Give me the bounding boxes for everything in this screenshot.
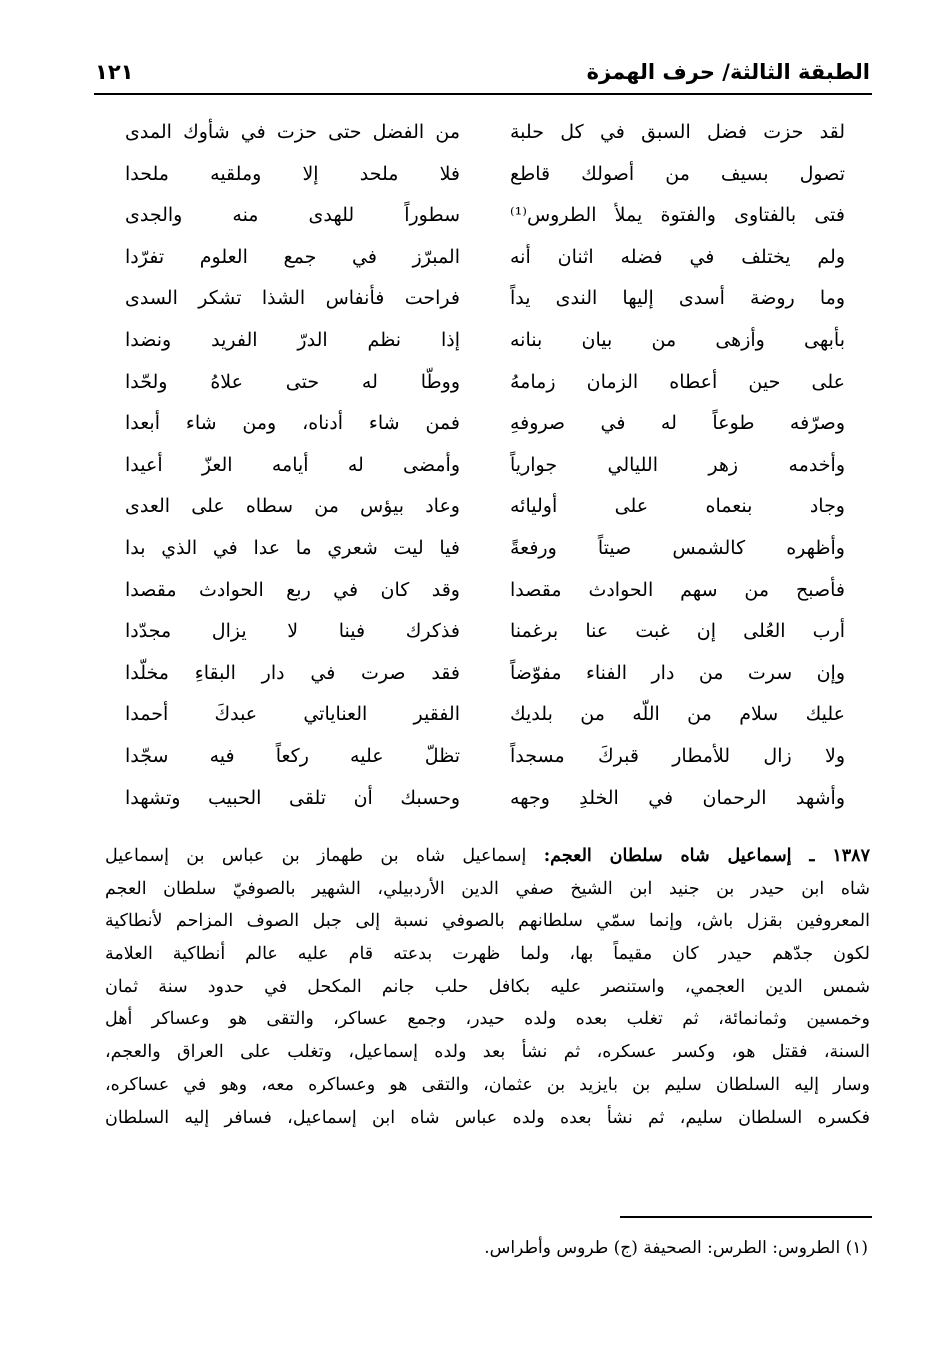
entry-line: شاه ابن حيدر بن جنيد ابن الشيخ صفي الدين الأردبيلي، الشهير بالصوفيّ سلطان العجم	[105, 878, 870, 899]
footnote: (١) الطروس: الطرس: الصحيفة (ج) طروس وأطراس.	[484, 1238, 868, 1258]
verse-second-hemistich: فراحت فأنفاس الشذا تشكر السدى	[125, 287, 460, 310]
verse-second-hemistich: وحسبك أن تلقى الحبيب وتشهدا	[125, 786, 460, 809]
verse-first-hemistich: فتى بالفتاوى والفتوة يملأ الطروس⁽¹⁾	[510, 204, 845, 227]
poem-verse	[125, 195, 845, 237]
entry-heading-continuation: إسماعيل شاه بن طهماز بن عباس بن إسماعيل	[105, 846, 544, 866]
verse-second-hemistich: فلا ملحد إلا وملقيه ملحدا	[125, 162, 460, 185]
verse-first-hemistich: وأظهره كالشمس صيتاً ورفعةً	[510, 536, 845, 559]
poem-verse	[125, 736, 845, 778]
verse-second-hemistich: فيا ليت شعري ما عدا في الذي بدا	[125, 536, 460, 559]
verse-second-hemistich: فذكرك فينا لا يزال مجدّدا	[125, 620, 460, 643]
page-number: ١٢١	[95, 60, 134, 84]
poem-verse	[125, 445, 845, 487]
header-divider	[94, 93, 872, 95]
entry-first-line	[105, 840, 870, 873]
verse-second-hemistich: وقد كان في ربع الحوادث مقصدا	[125, 578, 460, 601]
poem-verse	[125, 653, 845, 695]
verse-first-hemistich: تصول بسيف من أصولك قاطع	[510, 162, 845, 185]
poem-verse	[125, 528, 845, 570]
verse-first-hemistich: ولم يختلف في فضله اثنان أنه	[510, 245, 845, 268]
verse-first-hemistich: وأخدمه زهر الليالي جوارياً	[510, 453, 845, 476]
verse-first-hemistich: لقد حزت فضل السبق في كل حلبة	[510, 121, 845, 143]
poem-block	[125, 112, 845, 812]
entry-heading: ١٣٨٧ ـ إسماعيل شاه سلطان العجم:	[543, 846, 870, 866]
entry-line: السنة، فقتل هو، وكسر عسكره، ثم نشأ بعد ولده إسماعيل، وتغلب على العراق والعجم،	[105, 1042, 870, 1063]
verse-second-hemistich: الفقير العناياتي عبدكَ أحمدا	[125, 703, 460, 726]
verse-first-hemistich: بأبهى وأزهى من بيان بنانه	[510, 328, 845, 351]
verse-second-hemistich: ووطّا له حتى علاهُ ولحّدا	[125, 370, 460, 393]
footnote-divider	[620, 1216, 872, 1218]
poem-verse	[125, 778, 845, 820]
poem-verse	[125, 320, 845, 362]
verse-first-hemistich: وإن سرت من دار الفناء مفوّضاً	[510, 661, 845, 684]
page-header	[95, 60, 870, 94]
biography-entry	[105, 840, 870, 1134]
poem-verse	[125, 237, 845, 279]
verse-first-hemistich: وصرّفه طوعاً له في صروفهِ	[510, 412, 845, 435]
verse-second-hemistich: تظلّ عليه ركعاً فيه سجّدا	[125, 744, 460, 767]
verse-first-hemistich: على حين أعطاه الزمان زمامهُ	[510, 370, 845, 393]
verse-second-hemistich: وأمضى له أيامه العزّ أعيدا	[125, 453, 460, 476]
verse-first-hemistich: عليك سلام من اللّه من بلديك	[510, 703, 845, 726]
entry-line: المعروفين بقزل باش، وإنما سمّي سلطانهم بالصوفي نسبة إلى جبل الصوف المزاحم لأنطاكية	[105, 911, 870, 932]
poem-verse	[125, 154, 845, 196]
entry-line: فكسره السلطان سليم، ثم نشأ بعده ولده عباس شاه ابن إسماعيل، فسافر إليه السلطان	[105, 1107, 870, 1128]
poem-verse	[125, 278, 845, 320]
verse-first-hemistich: وجاد بنعماه على أوليائه	[510, 495, 845, 518]
poem-verse	[125, 403, 845, 445]
verse-second-hemistich: من الفضل حتى حزت في شأوك المدى	[125, 121, 460, 143]
poem-verse	[125, 486, 845, 528]
poem-verse	[125, 112, 845, 154]
verse-first-hemistich: أرب العُلى إن غبت عنا برغمنا	[510, 620, 845, 643]
verse-first-hemistich: وأشهد الرحمان في الخلدِ وجهه	[510, 786, 845, 809]
poem-verse	[125, 611, 845, 653]
verse-second-hemistich: فمن شاء أدناه، ومن شاء أبعدا	[125, 412, 460, 435]
poem-verse	[125, 362, 845, 404]
verse-first-hemistich: ولا زال للأمطار قبركَ مسجداً	[510, 744, 845, 767]
verse-second-hemistich: سطوراً للهدى منه والجدى	[125, 204, 460, 227]
poem-verse	[125, 570, 845, 612]
verse-second-hemistich: فقد صرت في دار البقاءِ مخلّدا	[125, 661, 460, 684]
verse-second-hemistich: وعاد بيؤس من سطاه على العدى	[125, 495, 460, 518]
verse-second-hemistich: المبرّز في جمع العلوم تفرّدا	[125, 245, 460, 268]
poem-verse	[125, 694, 845, 736]
entry-line: لكون جدّهم حيدر كان مقيماً بها، ولما ظهرت بدعته قام عليه عالم أنطاكية العلامة	[105, 944, 870, 965]
entry-line: شمس الدين العجمي، واستنصر عليه بكافل حلب جانم المكحل في حدود سنة ثمان	[105, 976, 870, 997]
entry-line: وخمسين وثمانمائة، ثم تغلب بعده ولده حيدر، وجمع عساكر، والتقى هو وعساكر أهل	[105, 1009, 870, 1030]
running-title: الطبقة الثالثة/ حرف الهمزة	[586, 60, 870, 84]
entry-line: وسار إليه السلطان سليم بن بايزيد بن عثمان، والتقى هو وعساكره معه، وهو في عساكره،	[105, 1074, 870, 1095]
verse-first-hemistich: وما روضة أسدى إليها الندى يداً	[510, 287, 845, 310]
verse-second-hemistich: إذا نظم الدرّ الفريد ونضدا	[125, 328, 460, 351]
verse-first-hemistich: فأصبح من سهم الحوادث مقصدا	[510, 578, 845, 601]
